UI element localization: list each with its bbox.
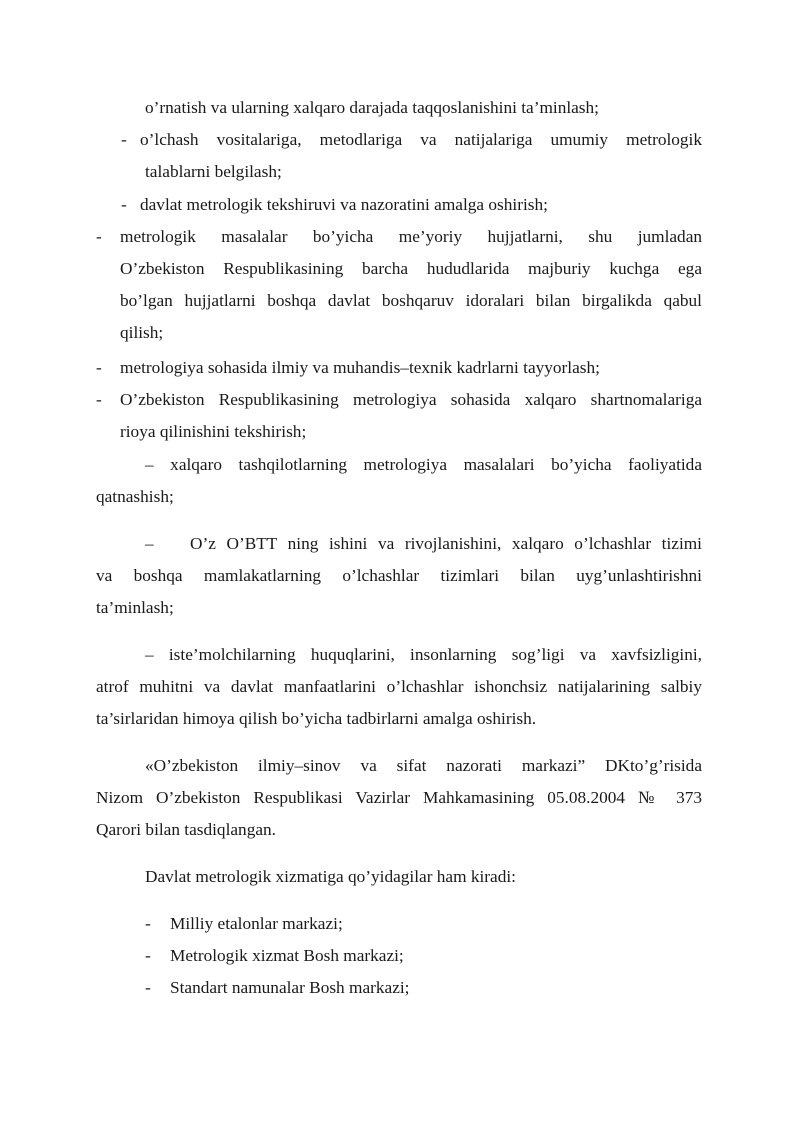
text-line: qatnashish; bbox=[96, 487, 174, 506]
text-line: O’zbekiston Respublikasining barcha hududlarida majburiy kuchga ega bbox=[120, 259, 702, 278]
text-line: rioya qilinishini tekshirish; bbox=[120, 422, 307, 441]
list-item: Milliy etalonlar markazi; bbox=[170, 914, 343, 933]
list-dash: - bbox=[96, 358, 102, 377]
list-dash: - bbox=[145, 946, 151, 965]
list-dash: - bbox=[121, 130, 127, 149]
text-line: Nizom O’zbekiston Respublikasi Vazirlar Mahkamasining 05.08.2004 № 373 bbox=[96, 788, 702, 807]
list-dash: - bbox=[96, 227, 102, 246]
list-dash: – bbox=[145, 534, 154, 553]
text-line: atrof muhitni va davlat manfaatlarini o’lchashlar ishonchsiz natijalarining salbiy bbox=[96, 677, 702, 696]
list-dash: - bbox=[145, 914, 151, 933]
list-dash: - bbox=[145, 978, 151, 997]
text-line: – iste’molchilarning huquqlarini, insonlarning sog’ligi va xavfsizligini, bbox=[145, 645, 702, 664]
text-line: ta’minlash; bbox=[96, 598, 174, 617]
text-line: o’lchash vositalariga, metodlariga va natijalariga umumiy metrologik bbox=[140, 130, 702, 149]
list-item: Metrologik xizmat Bosh markazi; bbox=[170, 946, 404, 965]
list-dash: - bbox=[96, 390, 102, 409]
text-line: bo’lgan hujjatlarni boshqa davlat boshqaruv idoralari bilan birgalikda qabul bbox=[120, 291, 702, 310]
text-line: O’zbekiston Respublikasining metrologiya sohasida xalqaro shartnomalariga bbox=[120, 390, 702, 409]
text-line: Qarori bilan tasdiqlangan. bbox=[96, 820, 276, 839]
text-line: o’rnatish va ularning xalqaro darajada taqqoslanishini ta’minlash; bbox=[145, 98, 599, 117]
list-dash: - bbox=[121, 195, 127, 214]
text-line: davlat metrologik tekshiruvi va nazoratini amalga oshirish; bbox=[140, 195, 548, 214]
text-line: «O’zbekiston ilmiy–sinov va sifat nazorati markazi” DKto’g’risida bbox=[145, 756, 702, 775]
text-line: metrologik masalalar bo’yicha me’yoriy hujjatlarni, shu jumladan bbox=[120, 227, 702, 246]
text-line: – xalqaro tashqilotlarning metrologiya masalalari bo’yicha faoliyatida bbox=[145, 455, 702, 474]
text-line: O’z O’BTT ning ishini va rivojlanishini, xalqaro o’lchashlar tizimi bbox=[190, 534, 702, 553]
text-line: qilish; bbox=[120, 323, 164, 342]
text-line: ta’sirlaridan himoya qilish bo’yicha tadbirlarni amalga oshirish. bbox=[96, 709, 537, 728]
list-item: Standart namunalar Bosh markazi; bbox=[170, 978, 410, 997]
text-line: va boshqa mamlakatlarning o’lchashlar tizimlari bilan uyg’unlashtirishni bbox=[96, 566, 702, 585]
text-line: Davlat metrologik xizmatiga qo’yidagilar ham kiradi: bbox=[145, 867, 516, 886]
text-line: metrologiya sohasida ilmiy va muhandis–texnik kadrlarni tayyorlash; bbox=[120, 358, 600, 377]
text-line: talablarni belgilash; bbox=[145, 162, 282, 181]
